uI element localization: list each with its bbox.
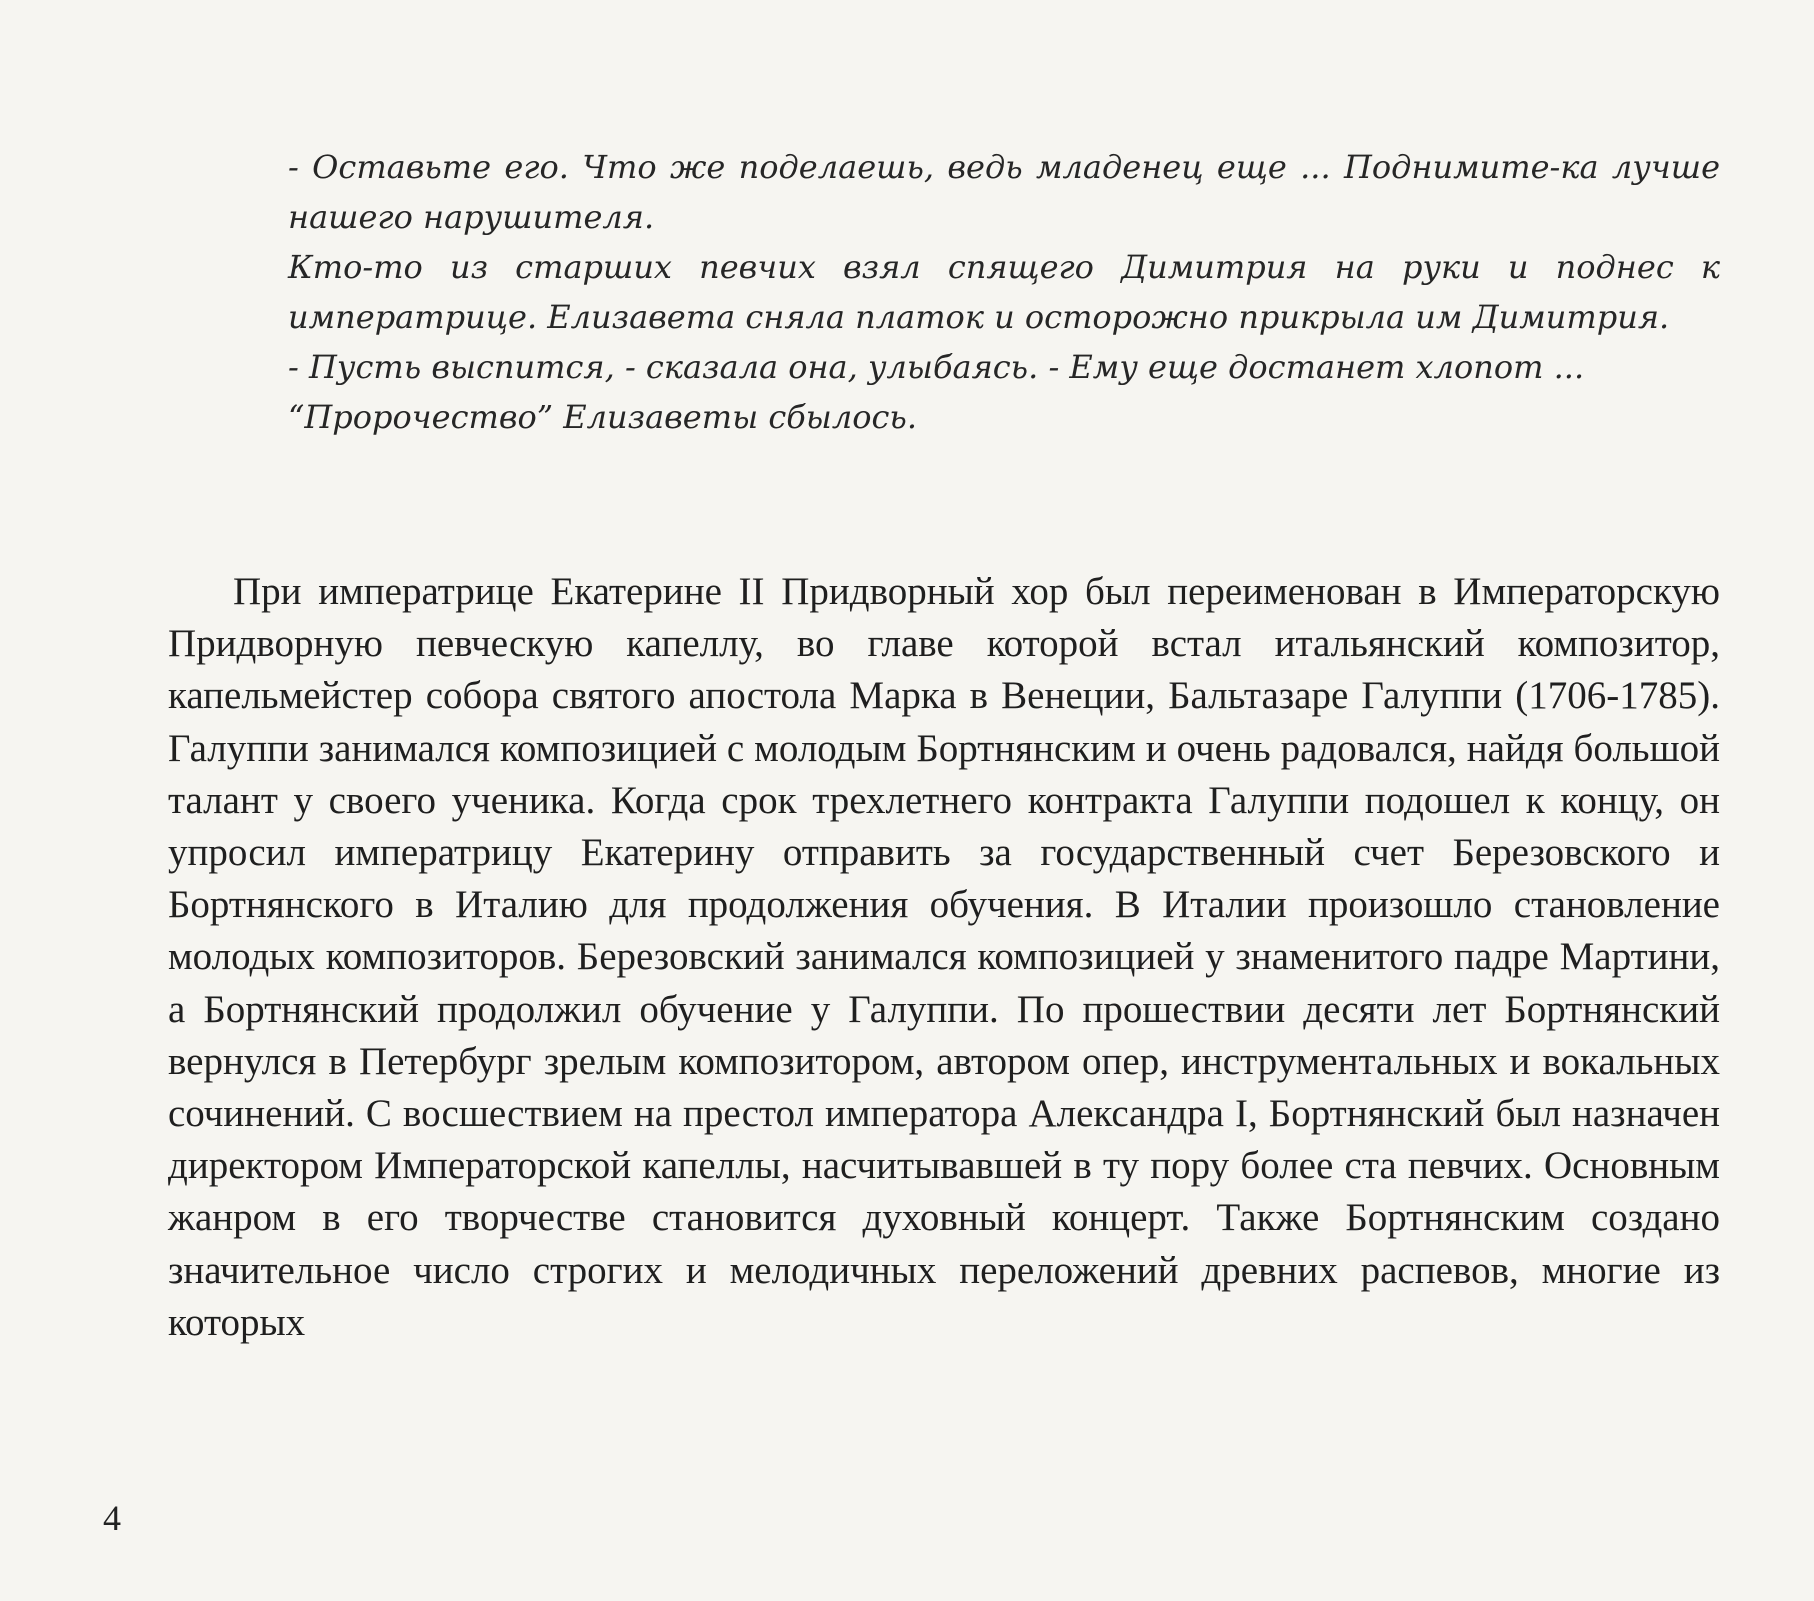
- dialogue-line: “Пророчество” Елизаветы сбылось.: [288, 398, 917, 436]
- dialogue-line: - Пусть выспится, - сказала она, улыбаясь. - Ему еще достанет хлопот ...: [288, 348, 1585, 386]
- body-text-block: [168, 566, 1720, 1349]
- page-number: 4: [103, 1498, 121, 1538]
- dialogue-line: Кто-то из старших певчих взял спящего Димитрия на руки и поднес к императрице. Елизавета сняла платок и осторожно прикрыла им Димитрия.: [288, 248, 1720, 336]
- dialogue-block: [288, 142, 1720, 442]
- dialogue-line: - Оставьте его. Что же поделаешь, ведь младенец еще ... Поднимите-ка лучше нашего нарушителя.: [288, 148, 1720, 236]
- body-paragraph: При императрице Екатерине II Придворный хор был переименован в Императорскую Придворную певческую капеллу, во главе которой встал итальянский композитор, капельмейстер собора святого апостола Марка в Венеции, Бальтазаре Галуппи (1706-1785). Галуппи занимался композицией с молодым Бортнянским и очень радовался, найдя большой талант у своего ученика. Когда срок трехлетнего контракта Галуппи подошел к концу, он упросил императрицу Екатерину отправить за государственный счет Березовского и Бортнянского в Италию для продолжения обучения. В Италии произошло становление молодых композиторов. Березовский занимался композицией у знаменитого падре Мартини, а Бортнянский продолжил обучение у Галуппи. По прошествии десяти лет Бортнянский вернулся в Петербург зрелым композитором, автором опер, инструментальных и вокальных сочинений. С восшествием на престол императора Александра I, Бортнянский был назначен директором Императорской капеллы, насчитывавшей в ту пору более ста певчих. Основным жанром в его творчестве становится духовный концерт. Также Бортнянским создано значительное число строгих и мелодичных переложений древних распевов, многие из которых: [168, 570, 1720, 1344]
